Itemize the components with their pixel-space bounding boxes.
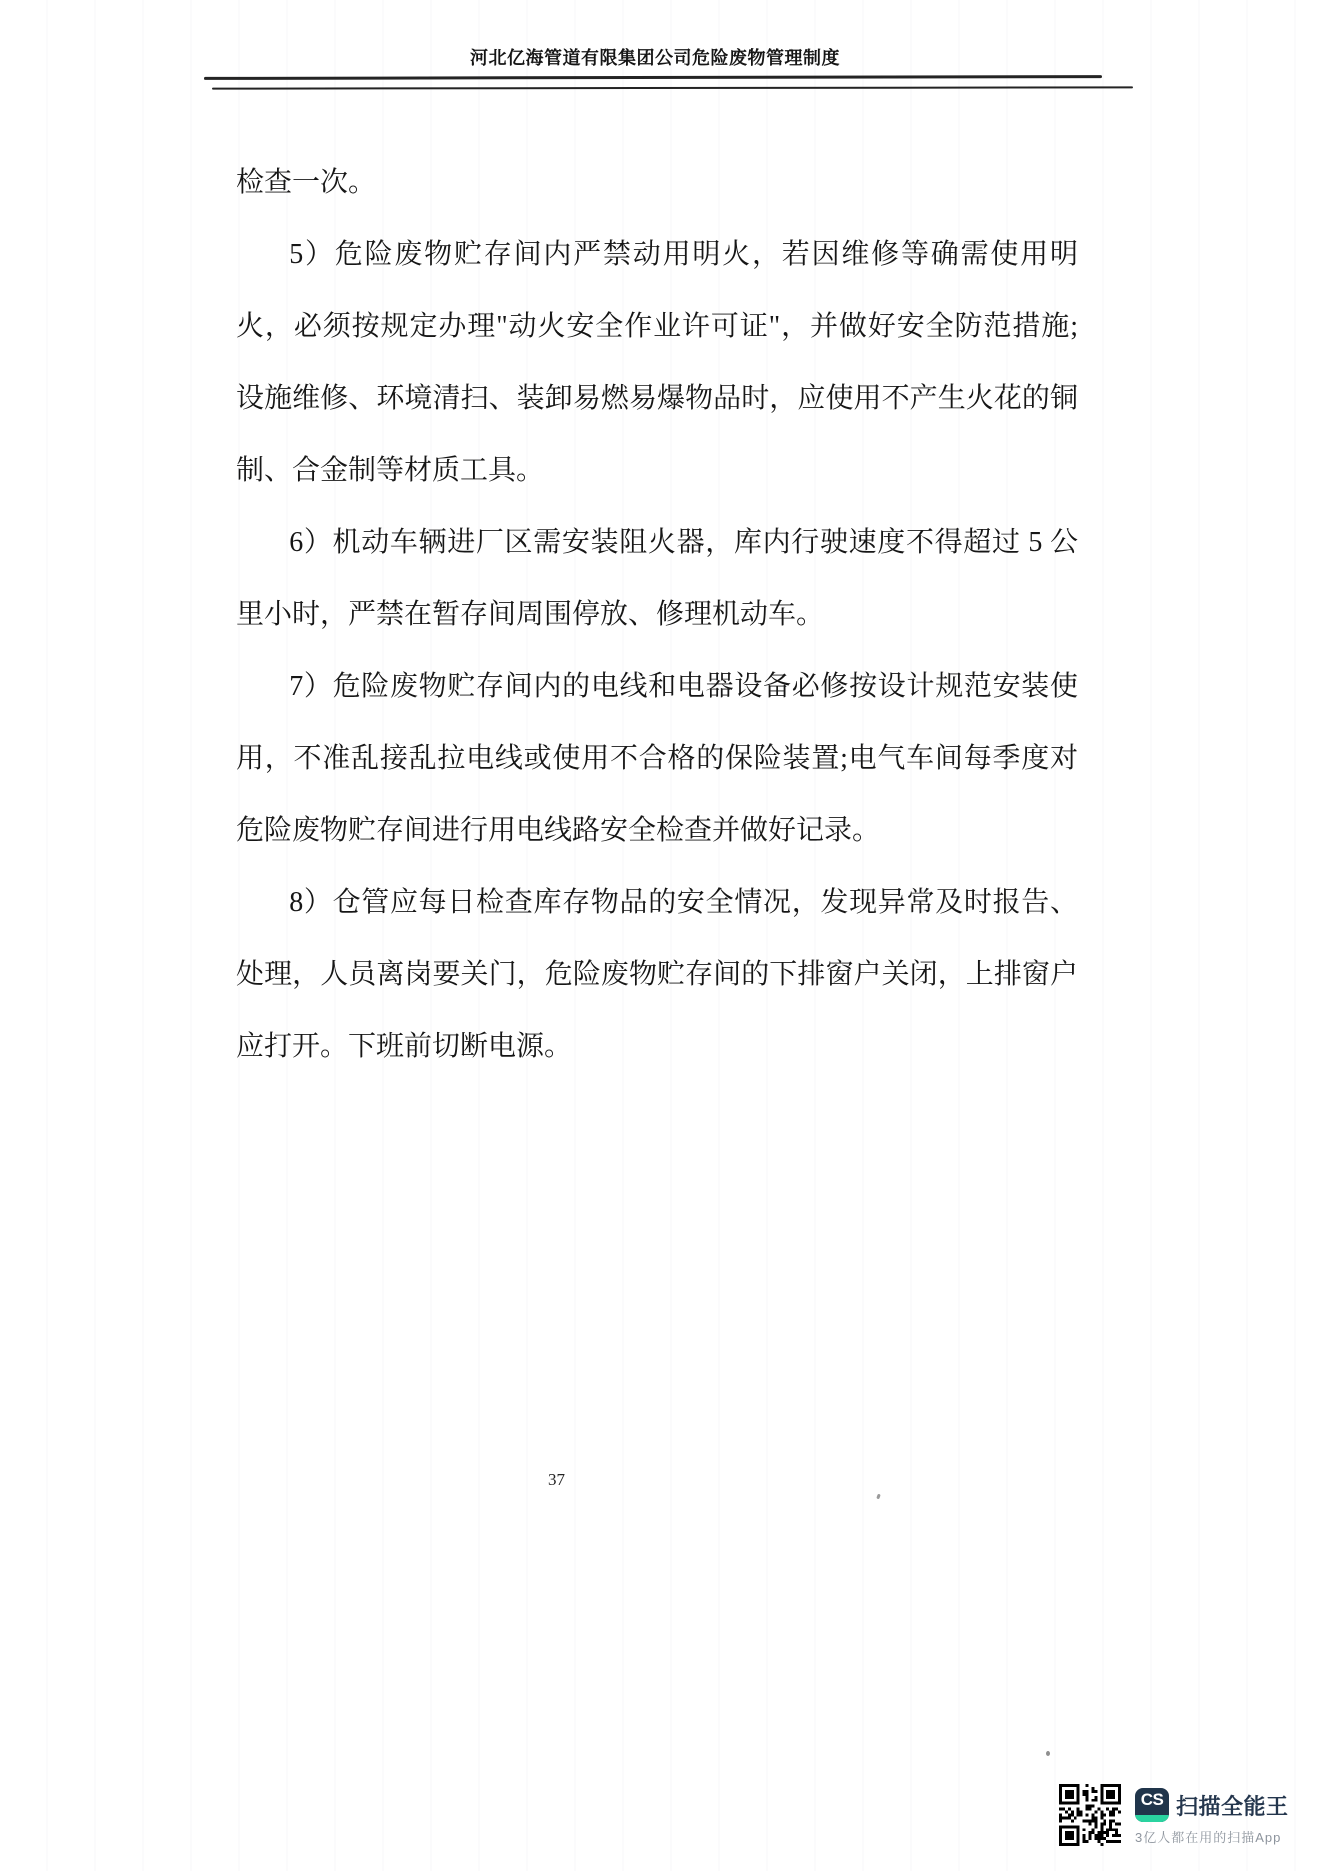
camscanner-tagline: 3亿人都在用的扫描App — [1135, 1830, 1282, 1845]
camscanner-logo-accent — [1135, 1815, 1169, 1822]
document-body — [236, 147, 1078, 1083]
camscanner-logo-text: CS — [1140, 1790, 1164, 1809]
paragraph-item-8: 8）仓管应每日检查库存物品的安全情况，发现异常及时报告、处理，人员离岗要关门，危险废物贮存间的下排窗户关闭，上排窗户应打开。下班前切断电源。 — [236, 887, 1078, 1062]
camscanner-logo-icon — [1135, 1788, 1169, 1822]
camscanner-app-name: 扫描全能王 — [1176, 1794, 1289, 1819]
paragraph-continuation: 检查一次。 — [236, 167, 377, 198]
scan-artifact-dot — [876, 1494, 881, 1500]
qr-code-icon — [1059, 1783, 1121, 1847]
header-rule-thin — [212, 86, 1133, 89]
paragraph-item-6: 6）机动车辆进厂区需安装阻火器，库内行驶速度不得超过 5 公里小时，严禁在暂存间周围停放、修理机动车。 — [236, 527, 1078, 630]
camscanner-watermark — [1059, 1783, 1294, 1847]
header-rule-thick — [204, 75, 1102, 80]
paragraph-item-7: 7）危险废物贮存间内的电线和电器设备必修按设计规范安装使用，不准乱接乱拉电线或使用不合格的保险装置;电气车间每季度对危险废物贮存间进行用电线路安全检查并做好记录。 — [236, 671, 1078, 846]
page-number: 37 — [548, 1470, 565, 1489]
scan-artifact-dot — [1046, 1751, 1050, 1756]
paragraph-item-5: 5）危险废物贮存间内严禁动用明火，若因维修等确需使用明火，必须按规定办理"动火安全作业许可证"，并做好安全防范措施;设施维修、环境清扫、装卸易燃易爆物品时，应使用不产生火花的铜制、合金制等材质工具。 — [236, 239, 1078, 486]
document-header-title: 河北亿海管道有限集团公司危险废物管理制度 — [470, 48, 840, 68]
